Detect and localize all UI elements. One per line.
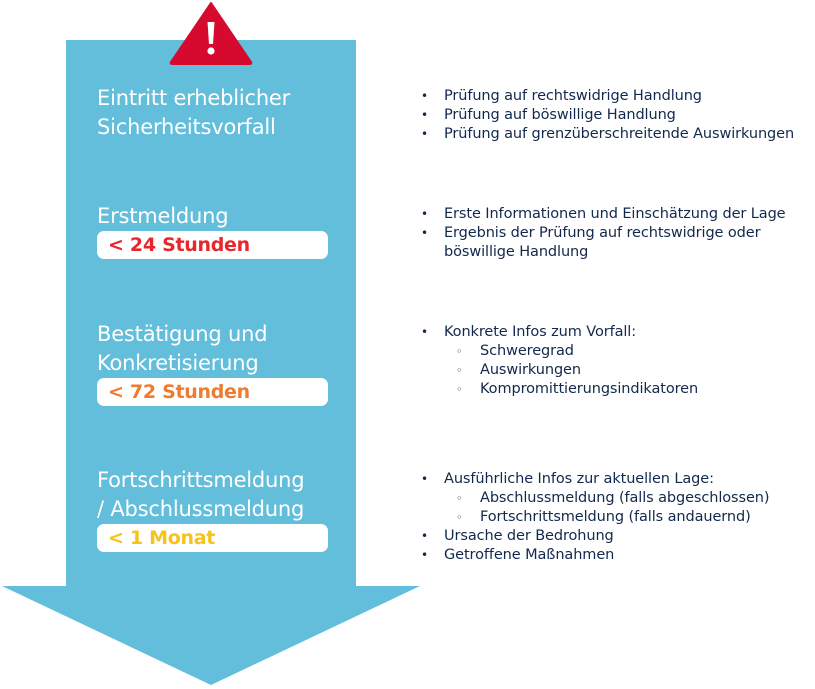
warning-triangle-icon: [171, 3, 252, 64]
stage-title-line: / Abschlussmeldung: [97, 497, 305, 521]
stage-incident-occurrence: [97, 84, 290, 142]
deadline-badge: [97, 524, 328, 552]
bullet-list-stage-2: [420, 205, 786, 262]
sub-list-item: ◦ Fortschrittsmeldung (falls andauernd): [420, 508, 769, 527]
stage-first-report: [97, 202, 328, 259]
list-item: • Prüfung auf rechtswidrige Handlung: [420, 87, 794, 106]
list-item: • Ursache der Bedrohung: [420, 527, 769, 546]
deadline-text: < 1 Monat: [108, 527, 216, 549]
deadline-text: < 24 Stunden: [108, 234, 250, 256]
list-item: • Prüfung auf böswillige Handlung: [420, 106, 794, 125]
deadline-badge: [97, 231, 328, 259]
stage-title-line: Eintritt erheblicher: [97, 86, 291, 110]
sub-list-item: ◦ Schweregrad: [420, 342, 698, 361]
list-item: • Erste Informationen und Einschätzung der Lage: [420, 205, 786, 224]
sub-list-item: ◦ Kompromittierungsindikatoren: [420, 380, 698, 399]
list-item: • Konkrete Infos zum Vorfall:: [420, 323, 698, 342]
bullet-list-stage-4: [420, 470, 769, 565]
deadline-text: < 72 Stunden: [108, 381, 250, 403]
list-item: • Getroffene Maßnahmen: [420, 546, 769, 565]
stage-title-line: Konkretisierung: [97, 351, 259, 375]
stage-confirmation: [97, 320, 328, 406]
stage-progress-final-report: [97, 466, 328, 552]
list-item-continuation: böswillige Handlung: [444, 244, 589, 260]
sub-list-item: ◦ Abschlussmeldung (falls abgeschlossen): [420, 489, 769, 508]
bullet-list-stage-3: [420, 323, 698, 399]
stage-title-line: Sicherheitsvorfall: [97, 115, 276, 139]
deadline-badge: [97, 378, 328, 406]
sub-list-item: ◦ Auswirkungen: [420, 361, 698, 380]
list-item: • Ergebnis der Prüfung auf rechtswidrige oder: [420, 224, 786, 243]
stage-title-line: Erstmeldung: [97, 204, 229, 228]
list-item: • Ausführliche Infos zur aktuellen Lage:: [420, 470, 769, 489]
bullet-list-stage-1: [420, 87, 794, 144]
stage-title-line: Fortschrittsmeldung: [97, 468, 305, 492]
list-item: • Prüfung auf grenzüberschreitende Auswirkungen: [420, 125, 794, 144]
stage-title-line: Bestätigung und: [97, 322, 268, 346]
